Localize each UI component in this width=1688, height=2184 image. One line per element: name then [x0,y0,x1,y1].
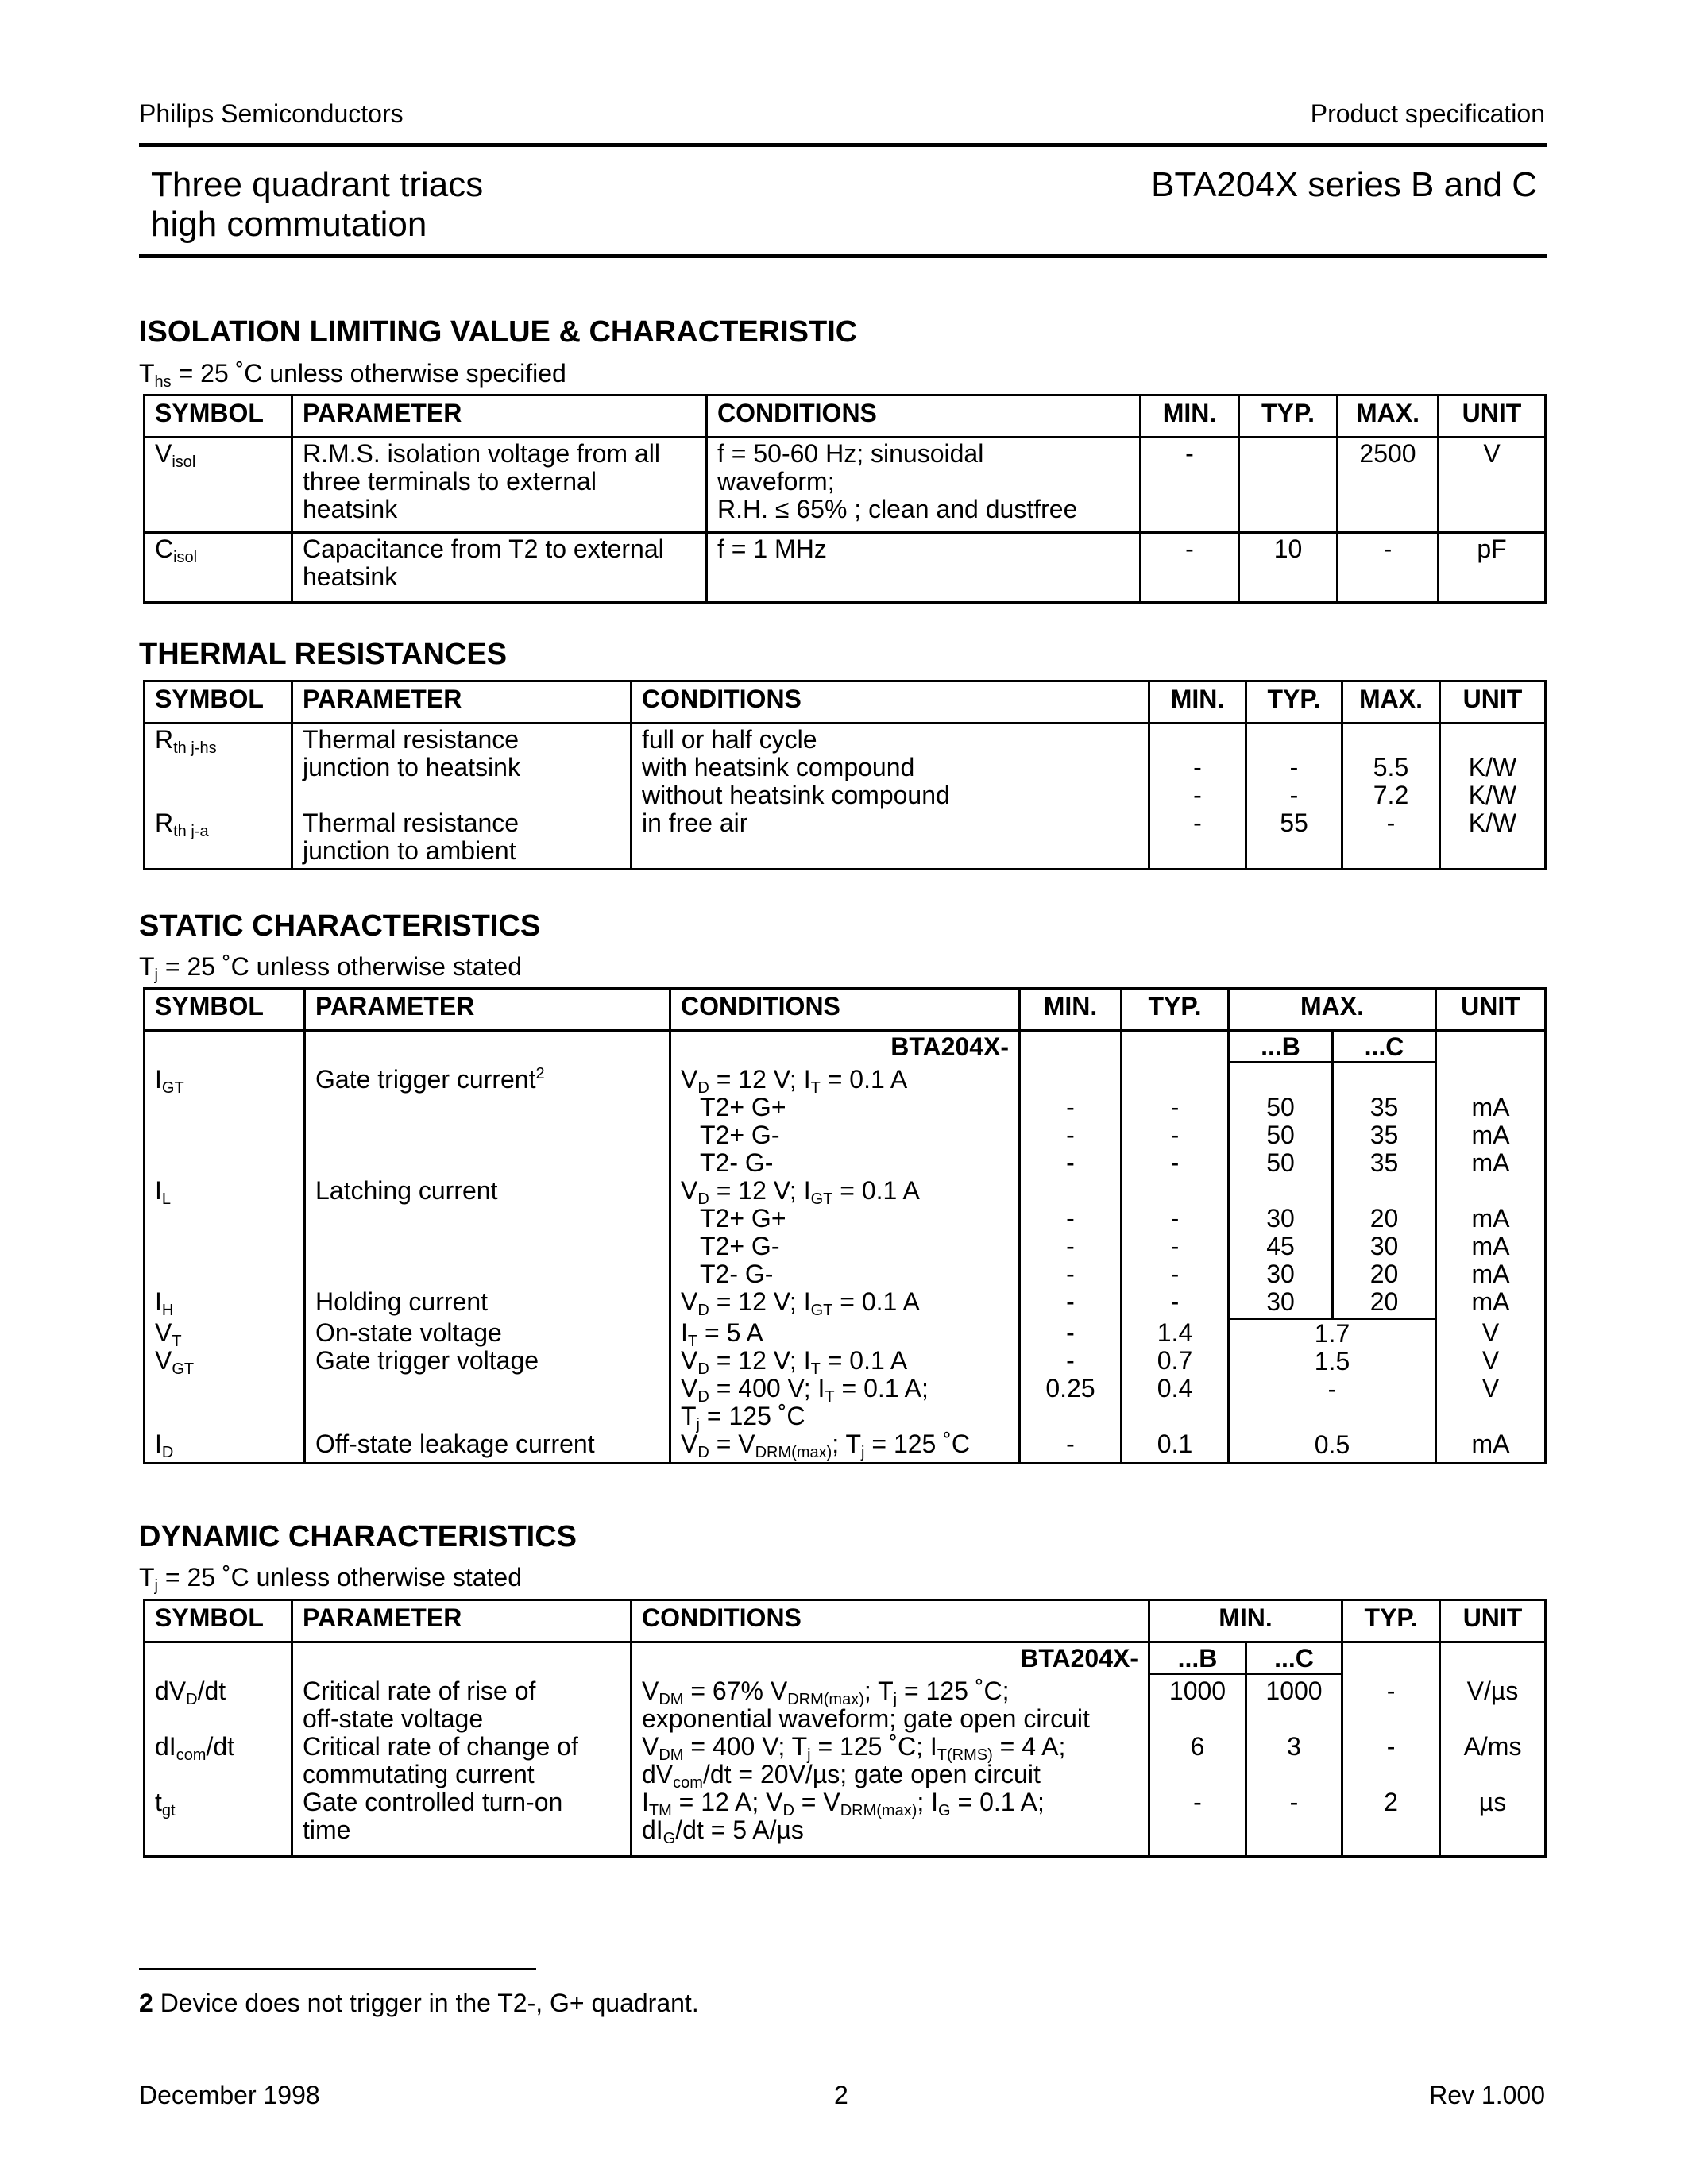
unit-cell: pF [1439,533,1546,603]
col-symbol: SYMBOL [145,396,292,438]
thermal-table [143,680,1547,870]
variant-b: ...B [1230,1033,1331,1063]
conditions-cell: f = 50-60 Hz; sinusoidal waveform; R.H. ≤ 65% ; clean and dustfree [707,438,1141,533]
min-cell: - [1141,533,1239,603]
col-parameter: PARAMETER [292,396,707,438]
title-rule [139,254,1547,258]
unit-cell: K/W K/W K/W [1440,723,1546,870]
col-symbol: SYMBOL [145,989,305,1031]
col-parameter: PARAMETER [292,1600,632,1642]
title-line-2: high commutation [151,205,427,244]
typ-cell: 1.4 0.7 0.4 0.1 [1122,1319,1229,1464]
col-parameter: PARAMETER [292,681,632,723]
min-cell: - [1141,438,1239,533]
title-line-1: Three quadrant triacs [151,165,484,204]
typ-cell [1239,438,1338,533]
min-b-cell: ...B 1000 6 - [1149,1642,1246,1857]
symbol-cell: $V_{isol}$ [145,438,292,533]
col-symbol: SYMBOL [145,681,292,723]
conditions-cell: BTA204X- $V_D = 12$ V; $I_T = 0.1$ A T2+ G+ T2+ G- T2- G- $V_D = 12$ V; $I_{GT} = 0.1$ A T2+ G+ T2+ G- T2- G- $V_D = 12$ V; $I_{GT} = 0.1$ A [670,1031,1020,1319]
col-typ: TYP. [1122,989,1229,1031]
col-max: MAX. [1229,989,1436,1031]
isolation-table [143,394,1547,604]
typ-cell: - - - - - - - [1122,1031,1229,1319]
parameter-cell: Thermal resistance junction to heatsink Thermal resistance junction to ambient [292,723,632,870]
doc-title [151,165,483,245]
col-unit: UNIT [1440,1600,1546,1642]
min-cell: - - - - - - - [1020,1031,1122,1319]
unit-cell: V [1439,438,1546,533]
symbol-cell: $I_{GT}$ $I_L$ $I_H$ [145,1031,305,1319]
static-table [143,987,1547,1464]
min-cell: - - 0.25 - [1020,1319,1122,1464]
unit-cell: V V V mA [1436,1319,1546,1464]
col-conditions: CONDITIONS [670,989,1020,1031]
col-conditions: CONDITIONS [632,681,1149,723]
typ-cell: 10 [1239,533,1338,603]
table-row [145,1031,1546,1319]
table-header-row [145,989,1546,1031]
part-number: BTA204X series B and C [1151,165,1537,204]
thermal-heading: THERMAL RESISTANCES [139,638,508,671]
max-cell: 1.7 1.5 - 0.5 [1229,1319,1436,1464]
unit-cell: V/µs A/ms µs [1440,1642,1546,1857]
symbol-cell: $C_{isol}$ [145,533,292,603]
symbol-cell: $V_T$ $V_{GT}$ $I_D$ [145,1319,305,1464]
variant-c: ...C [1247,1645,1341,1675]
header-rule [139,143,1547,147]
col-unit: UNIT [1436,989,1546,1031]
parameter-cell: R.M.S. isolation voltage from all three terminals to external heatsink [292,438,707,533]
static-heading: STATIC CHARACTERISTICS [139,909,541,943]
min-c-cell: ...C 1000 3 - [1246,1642,1342,1857]
table-row [145,438,1546,533]
parameter-cell: Gate trigger current$^2$ Latching current Holding current [305,1031,670,1319]
max-cell: - [1338,533,1439,603]
isolation-heading: ISOLATION LIMITING VALUE & CHARACTERISTIC [139,315,858,349]
col-unit: UNIT [1439,396,1546,438]
max-c-cell: ...C 35 35 35 20 30 20 20 [1333,1031,1436,1319]
static-note: $T_j = 25$ ˚C unless otherwise stated [139,952,523,984]
table-row [145,723,1546,870]
col-parameter: PARAMETER [305,989,670,1031]
conditions-cell: f = 1 MHz [707,533,1141,603]
dynamic-note: $T_j = 25$ ˚C unless otherwise stated [139,1563,523,1595]
col-symbol: SYMBOL [145,1600,292,1642]
parameter-cell: Critical rate of rise of off-state voltage Critical rate of change of commutating current Gate controlled turn-on time [292,1642,632,1857]
typ-cell: - - 55 [1246,723,1342,870]
min-cell: - - - [1149,723,1246,870]
col-min: MIN. [1020,989,1122,1031]
max-cell: 5.5 7.2 - [1342,723,1440,870]
table-row [145,533,1546,603]
dynamic-table [143,1599,1547,1858]
table-header-row [145,681,1546,723]
symbol-cell: $dV_D/dt$ $dI_{com}/dt$ $t_{gt}$ [145,1642,292,1857]
table-header-row [145,396,1546,438]
footer-date: December 1998 [139,2081,320,2109]
variant-label: BTA204X- [890,1032,1009,1061]
max-b-cell: ...B 50 50 50 30 45 30 30 [1229,1031,1333,1319]
parameter-cell: On-state voltage Gate trigger voltage Off-state leakage current [305,1319,670,1464]
parameter-cell: Capacitance from T2 to external heatsink [292,533,707,603]
footnote-rule [139,1968,536,1970]
col-min: MIN. [1149,681,1246,723]
dynamic-heading: DYNAMIC CHARACTERISTICS [139,1520,577,1553]
footer-page-number: 2 [834,2081,848,2109]
table-row [145,1319,1546,1464]
unit-cell: mA mA mA mA mA mA mA [1436,1031,1546,1319]
company-name: Philips Semiconductors [139,99,404,128]
conditions-cell: BTA204X- $V_{DM} = 67\%$ $V_{DRM(max)}$; $T_j = 125$ ˚C; exponential waveform; gate open circuit $V_{DM} = 400$ V; $T_j = 125$ ˚C; $I_{T(RMS)} = 4$ A; $dV_{com}/dt = 20V/\mu s$; gate open circuit $I_{TM} = 12$ A; $V_D = V_{DRM(max)}$; $I_G = 0.1$ A; $dI_G/dt = 5$ A/µs [632,1642,1149,1857]
conditions-cell: $I_T = 5$ A $V_D = 12$ V; $I_T = 0.1$ A $V_D = 400$ V; $I_T = 0.1$ A; $T_j = 125$ ˚C $V_D = V_{DRM(max)}$; $T_j = 125$ ˚C [670,1319,1020,1464]
variant-c: ...C [1334,1033,1435,1063]
symbol-cell: $R_{th j-hs}$ $R_{th j-a}$ [145,723,292,870]
col-conditions: CONDITIONS [632,1600,1149,1642]
variant-b: ...B [1150,1645,1245,1675]
typ-cell: - - 2 [1342,1642,1440,1857]
footer-revision: Rev 1.000 [1429,2081,1545,2109]
col-max: MAX. [1342,681,1440,723]
col-max: MAX. [1338,396,1439,438]
col-conditions: CONDITIONS [707,396,1141,438]
col-unit: UNIT [1440,681,1546,723]
table-header-row [145,1600,1546,1642]
conditions-cell: full or half cycle with heatsink compound without heatsink compound in free air [632,723,1149,870]
footnote: 2 Device does not trigger in the T2-, G+ quadrant. [139,1989,699,2017]
max-cell: 2500 [1338,438,1439,533]
col-typ: TYP. [1246,681,1342,723]
table-row [145,1642,1546,1857]
doc-type: Product specification [1310,99,1545,128]
col-typ: TYP. [1342,1600,1440,1642]
col-min: MIN. [1141,396,1239,438]
col-min: MIN. [1149,1600,1342,1642]
col-typ: TYP. [1239,396,1338,438]
variant-label: BTA204X- [1020,1644,1138,1673]
isolation-note: $T_{hs} = 25$ ˚C unless otherwise specified [139,359,566,391]
